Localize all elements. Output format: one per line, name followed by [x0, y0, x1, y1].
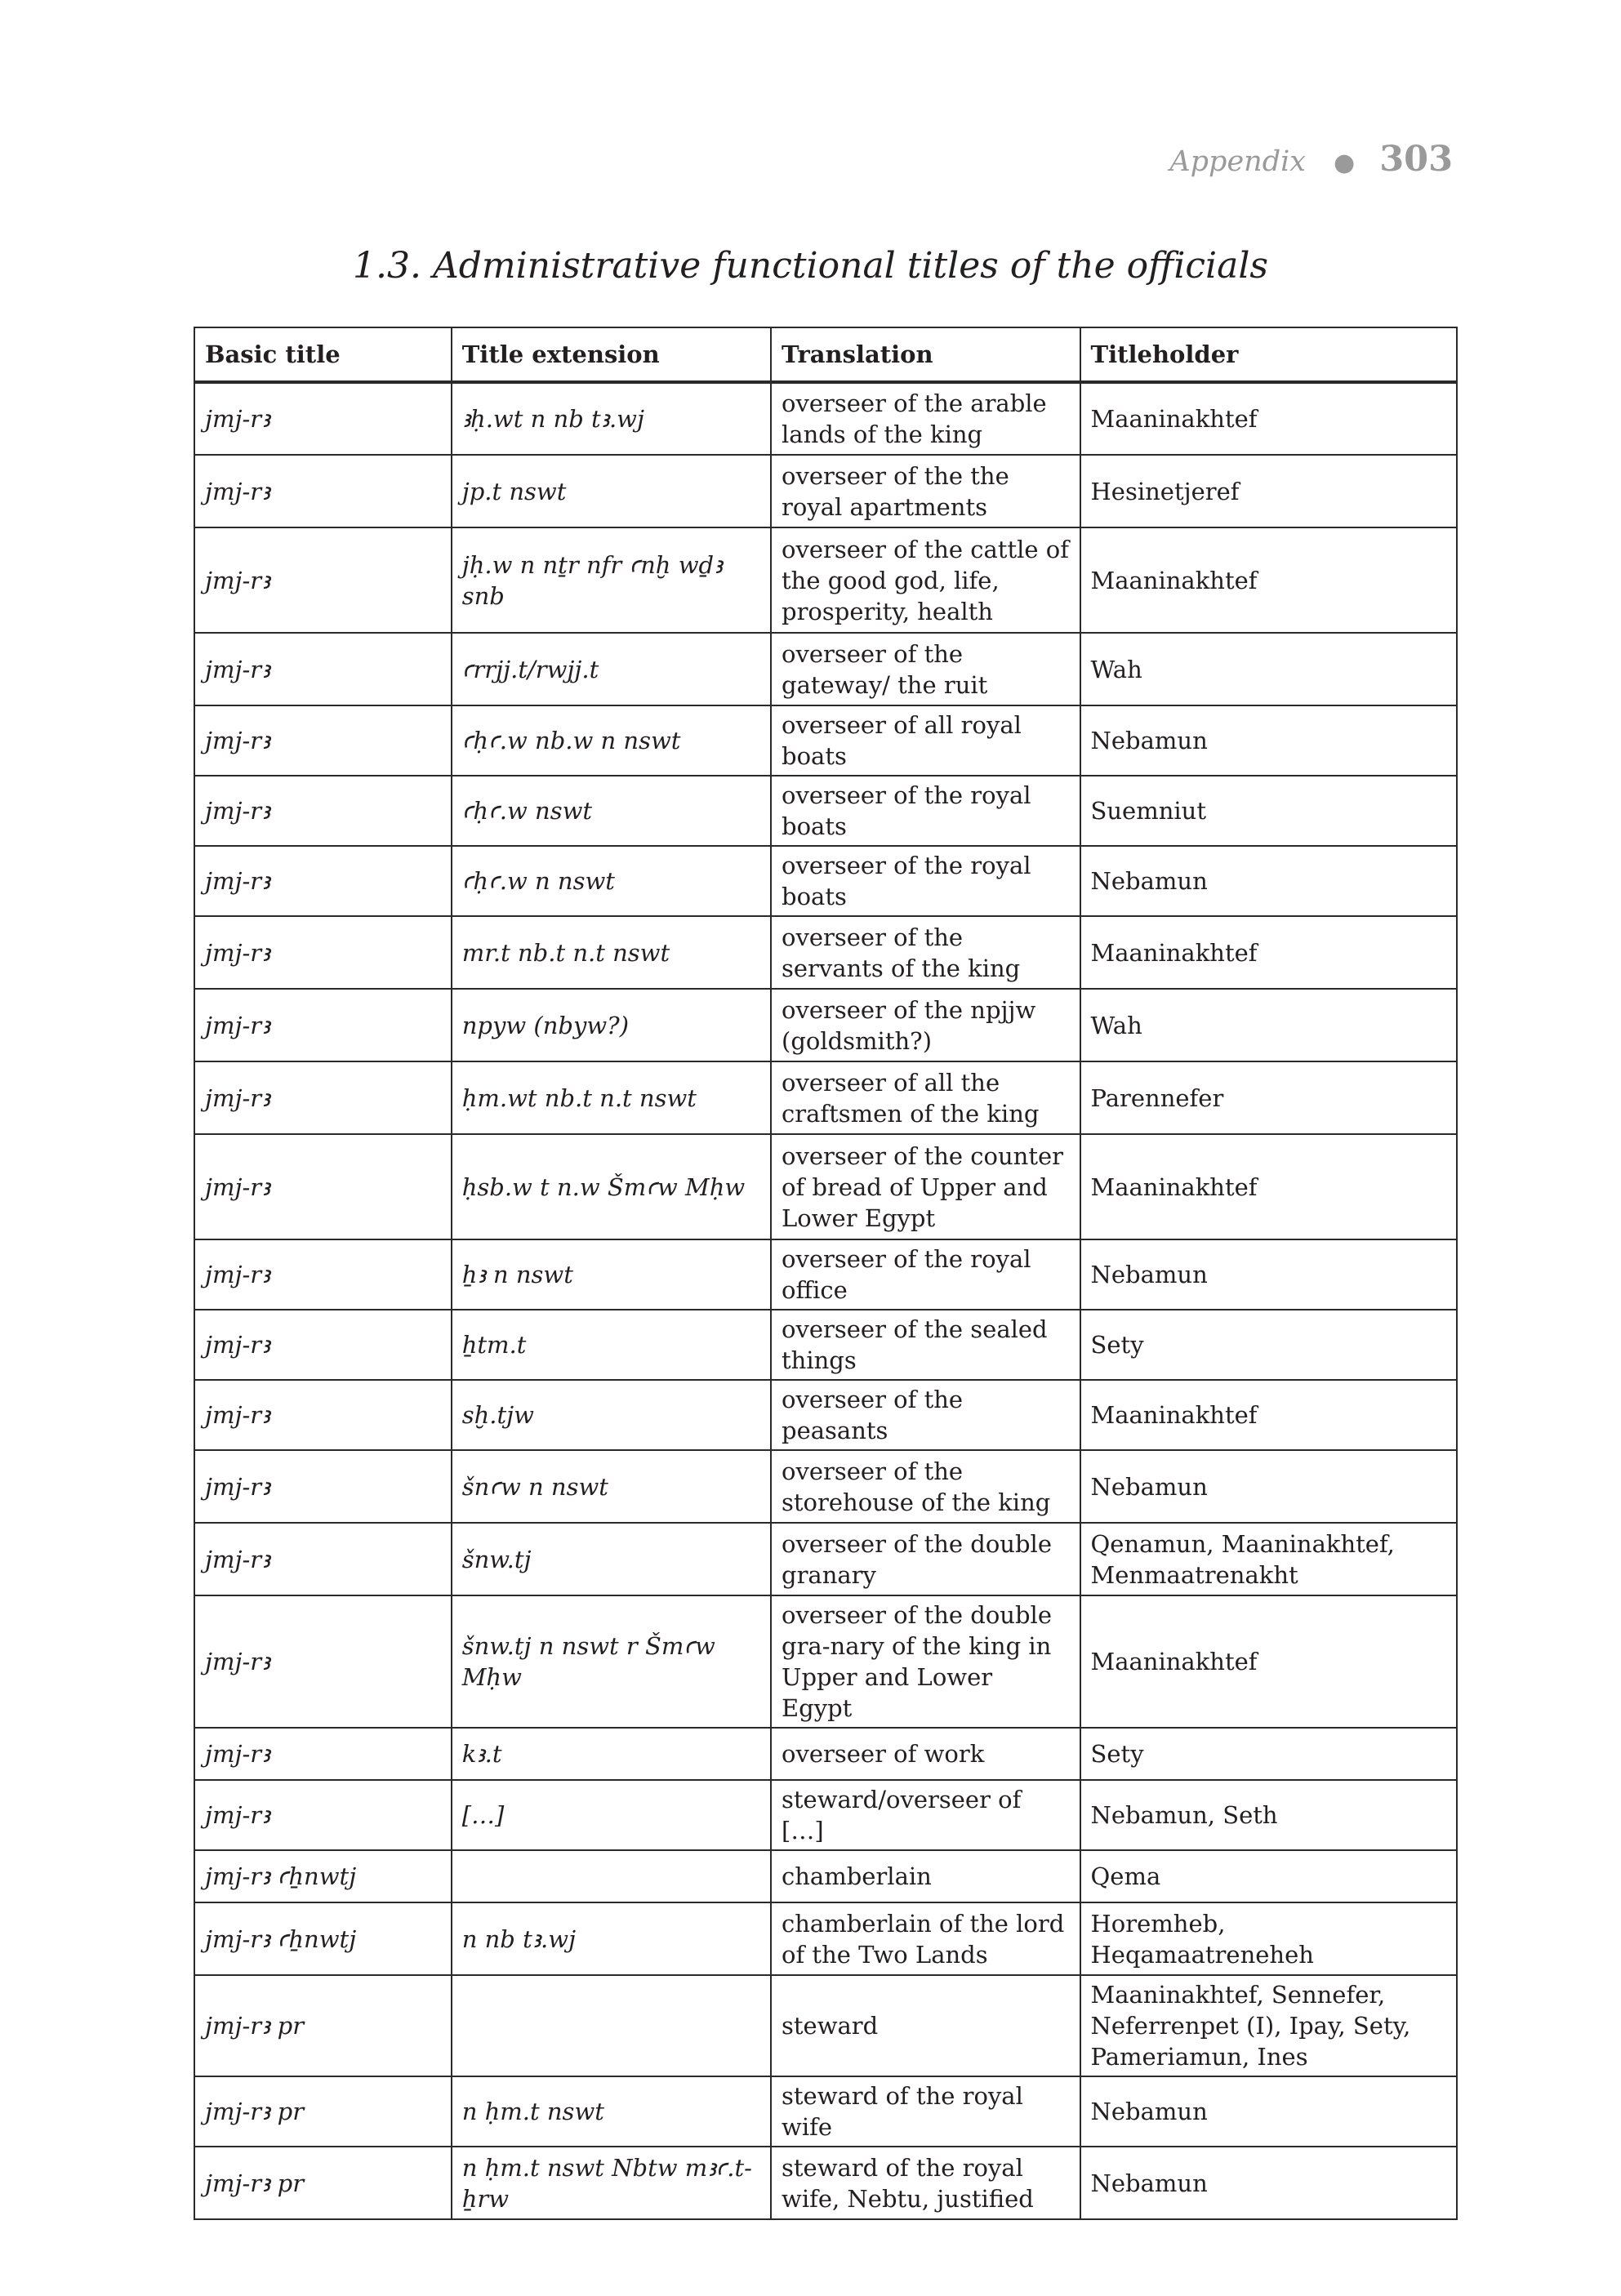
translation-cell: overseer of all royal boats	[771, 705, 1080, 776]
translation-cell: overseer of the counter of bread of Upper and Lower Egypt	[771, 1134, 1080, 1239]
table-row	[194, 1850, 1457, 1902]
translation-cell: overseer of the double granary	[771, 1523, 1080, 1595]
basic-title-cell: jmj-rꜣ	[194, 633, 452, 705]
running-head	[1169, 139, 1453, 180]
table-row	[194, 1728, 1457, 1780]
basic-title-cell: jmj-rꜣ	[194, 1450, 452, 1523]
basic-title-cell: jmj-rꜣ	[194, 527, 452, 633]
table-row	[194, 776, 1457, 846]
title-extension-cell: ḥm.wt nb.t n.t nswt	[452, 1061, 771, 1134]
table-row	[194, 1780, 1457, 1850]
titleholder-cell: Maaninakhtef	[1080, 1380, 1457, 1450]
titleholder-cell: Wah	[1080, 633, 1457, 705]
titleholder-cell: Sety	[1080, 1728, 1457, 1780]
table-row	[194, 1450, 1457, 1523]
basic-title-cell: jmj-rꜣ ꜥẖnwtj	[194, 1902, 452, 1975]
translation-cell: overseer of the double gra-nary of the king in Upper and Lower Egypt	[771, 1595, 1080, 1728]
title-extension-cell: jḥ.w n nṯr nfr ꜥnḫ wḏꜣ snb	[452, 527, 771, 633]
translation-cell: chamberlain	[771, 1850, 1080, 1902]
translation-cell: overseer of the royal office	[771, 1239, 1080, 1310]
translation-cell: overseer of the arable lands of the king	[771, 382, 1080, 455]
translation-cell: overseer of the storehouse of the king	[771, 1450, 1080, 1523]
table-row	[194, 1975, 1457, 2076]
translation-cell: overseer of the sealed things	[771, 1310, 1080, 1380]
title-extension-cell: šnw.tj	[452, 1523, 771, 1595]
titleholder-cell: Nebamun	[1080, 705, 1457, 776]
translation-cell: overseer of the npjjw (goldsmith?)	[771, 989, 1080, 1061]
table-row	[194, 455, 1457, 527]
titleholder-cell: Maaninakhtef	[1080, 527, 1457, 633]
titleholder-cell: Maaninakhtef	[1080, 382, 1457, 455]
table-row	[194, 705, 1457, 776]
basic-title-cell: jmj-rꜣ	[194, 776, 452, 846]
table-row	[194, 2147, 1457, 2219]
basic-title-cell: jmj-rꜣ	[194, 705, 452, 776]
titleholder-cell: Nebamun	[1080, 1239, 1457, 1310]
title-extension-cell: ḥsb.w t n.w Šmꜥw Mḥw	[452, 1134, 771, 1239]
title-extension-cell: ꜥrrjj.t/rwjj.t	[452, 633, 771, 705]
title-extension-cell: šnw.tj n nswt r Šmꜥw Mḥw	[452, 1595, 771, 1728]
title-extension-cell: šnꜥw n nswt	[452, 1450, 771, 1523]
column-header-title-extension: Title extension	[452, 327, 771, 382]
basic-title-cell: jmj-rꜣ	[194, 1523, 452, 1595]
title-extension-cell: ẖtm.t	[452, 1310, 771, 1380]
title-extension-cell: ꜥḥꜥ.w n nswt	[452, 846, 771, 916]
table-title: 1.3. Administrative functional titles of the officials	[353, 245, 1268, 287]
title-extension-cell: kꜣ.t	[452, 1728, 771, 1780]
title-extension-cell: ꜥḥꜥ.w nb.w n nswt	[452, 705, 771, 776]
title-extension-cell: n ḥm.t nswt	[452, 2076, 771, 2147]
translation-cell: overseer of all the craftsmen of the king	[771, 1061, 1080, 1134]
page-number: 303	[1379, 139, 1453, 180]
basic-title-cell: jmj-rꜣ	[194, 1728, 452, 1780]
basic-title-cell: jmj-rꜣ ꜥẖnwtj	[194, 1850, 452, 1902]
titleholder-cell: Wah	[1080, 989, 1457, 1061]
titleholder-cell: Hesinetjeref	[1080, 455, 1457, 527]
table-row	[194, 2076, 1457, 2147]
basic-title-cell: jmj-rꜣ	[194, 916, 452, 989]
translation-cell: overseer of the royal boats	[771, 846, 1080, 916]
column-header-basic-title: Basic title	[194, 327, 452, 382]
table-body	[194, 382, 1457, 2219]
title-extension-cell: n nb tꜣ.wj	[452, 1902, 771, 1975]
column-header-titleholder: Titleholder	[1080, 327, 1457, 382]
titleholder-cell: Maaninakhtef	[1080, 916, 1457, 989]
translation-cell: steward of the royal wife, Nebtu, justified	[771, 2147, 1080, 2219]
translation-cell: overseer of work	[771, 1728, 1080, 1780]
table-row	[194, 527, 1457, 633]
titleholder-cell: Horemheb, Heqamaatreneheh	[1080, 1902, 1457, 1975]
titleholder-cell: Maaninakhtef	[1080, 1595, 1457, 1728]
translation-cell: steward of the royal wife	[771, 2076, 1080, 2147]
titleholder-cell: Nebamun	[1080, 2147, 1457, 2219]
table-row	[194, 1595, 1457, 1728]
title-extension-cell: n ḥm.t nswt Nbtw mꜣꜥ.t-ẖrw	[452, 2147, 771, 2219]
titleholder-cell: Nebamun, Seth	[1080, 1780, 1457, 1850]
basic-title-cell: jmj-rꜣ	[194, 1310, 452, 1380]
titleholder-cell: Nebamun	[1080, 2076, 1457, 2147]
title-extension-cell	[452, 1850, 771, 1902]
titleholder-cell: Nebamun	[1080, 846, 1457, 916]
translation-cell: overseer of the royal boats	[771, 776, 1080, 846]
translation-cell: overseer of the the royal apartments	[771, 455, 1080, 527]
title-extension-cell: ẖꜣ n nswt	[452, 1239, 771, 1310]
titles-table	[194, 327, 1458, 2220]
basic-title-cell: jmj-rꜣ pr	[194, 2147, 452, 2219]
titleholder-cell: Maaninakhtef, Sennefer, Neferrenpet (I), Ipay, Sety, Pameriamun, Ines	[1080, 1975, 1457, 2076]
translation-cell: steward/overseer of […]	[771, 1780, 1080, 1850]
translation-cell: overseer of the cattle of the good god, life, prosperity, health	[771, 527, 1080, 633]
title-extension-cell: jp.t nswt	[452, 455, 771, 527]
basic-title-cell: jmj-rꜣ	[194, 989, 452, 1061]
title-extension-cell: ꜣḥ.wt n nb tꜣ.wj	[452, 382, 771, 455]
table-row	[194, 989, 1457, 1061]
titleholder-cell: Sety	[1080, 1310, 1457, 1380]
table-header-row	[194, 327, 1457, 382]
table-row	[194, 382, 1457, 455]
basic-title-cell: jmj-rꜣ	[194, 1134, 452, 1239]
table-row	[194, 1239, 1457, 1310]
title-extension-cell: ꜥḥꜥ.w nswt	[452, 776, 771, 846]
basic-title-cell: jmj-rꜣ	[194, 846, 452, 916]
column-header-translation: Translation	[771, 327, 1080, 382]
basic-title-cell: jmj-rꜣ	[194, 1595, 452, 1728]
section-name: Appendix	[1169, 145, 1307, 178]
table-row	[194, 1310, 1457, 1380]
title-extension-cell: […]	[452, 1780, 771, 1850]
titleholder-cell: Qenamun, Maaninakhtef, Menmaatrenakht	[1080, 1523, 1457, 1595]
bullet-separator: ●	[1334, 149, 1356, 177]
table-row	[194, 1380, 1457, 1450]
table-row	[194, 1523, 1457, 1595]
table-row	[194, 1902, 1457, 1975]
title-extension-cell: mr.t nb.t n.t nswt	[452, 916, 771, 989]
title-extension-cell: npyw (nbyw?)	[452, 989, 771, 1061]
table-row	[194, 1061, 1457, 1134]
table-row	[194, 1134, 1457, 1239]
title-extension-cell: sḫ.tjw	[452, 1380, 771, 1450]
translation-cell: chamberlain of the lord of the Two Lands	[771, 1902, 1080, 1975]
titleholder-cell: Qema	[1080, 1850, 1457, 1902]
basic-title-cell: jmj-rꜣ	[194, 1780, 452, 1850]
basic-title-cell: jmj-rꜣ	[194, 455, 452, 527]
titleholder-cell: Nebamun	[1080, 1450, 1457, 1523]
table-row	[194, 846, 1457, 916]
titleholder-cell: Parennefer	[1080, 1061, 1457, 1134]
translation-cell: overseer of the servants of the king	[771, 916, 1080, 989]
basic-title-cell: jmj-rꜣ pr	[194, 2076, 452, 2147]
titleholder-cell: Suemniut	[1080, 776, 1457, 846]
basic-title-cell: jmj-rꜣ pr	[194, 1975, 452, 2076]
basic-title-cell: jmj-rꜣ	[194, 382, 452, 455]
table-row	[194, 633, 1457, 705]
basic-title-cell: jmj-rꜣ	[194, 1061, 452, 1134]
title-extension-cell	[452, 1975, 771, 2076]
basic-title-cell: jmj-rꜣ	[194, 1239, 452, 1310]
translation-cell: overseer of the peasants	[771, 1380, 1080, 1450]
titleholder-cell: Maaninakhtef	[1080, 1134, 1457, 1239]
translation-cell: steward	[771, 1975, 1080, 2076]
translation-cell: overseer of the gateway/ the ruit	[771, 633, 1080, 705]
basic-title-cell: jmj-rꜣ	[194, 1380, 452, 1450]
table-row	[194, 916, 1457, 989]
